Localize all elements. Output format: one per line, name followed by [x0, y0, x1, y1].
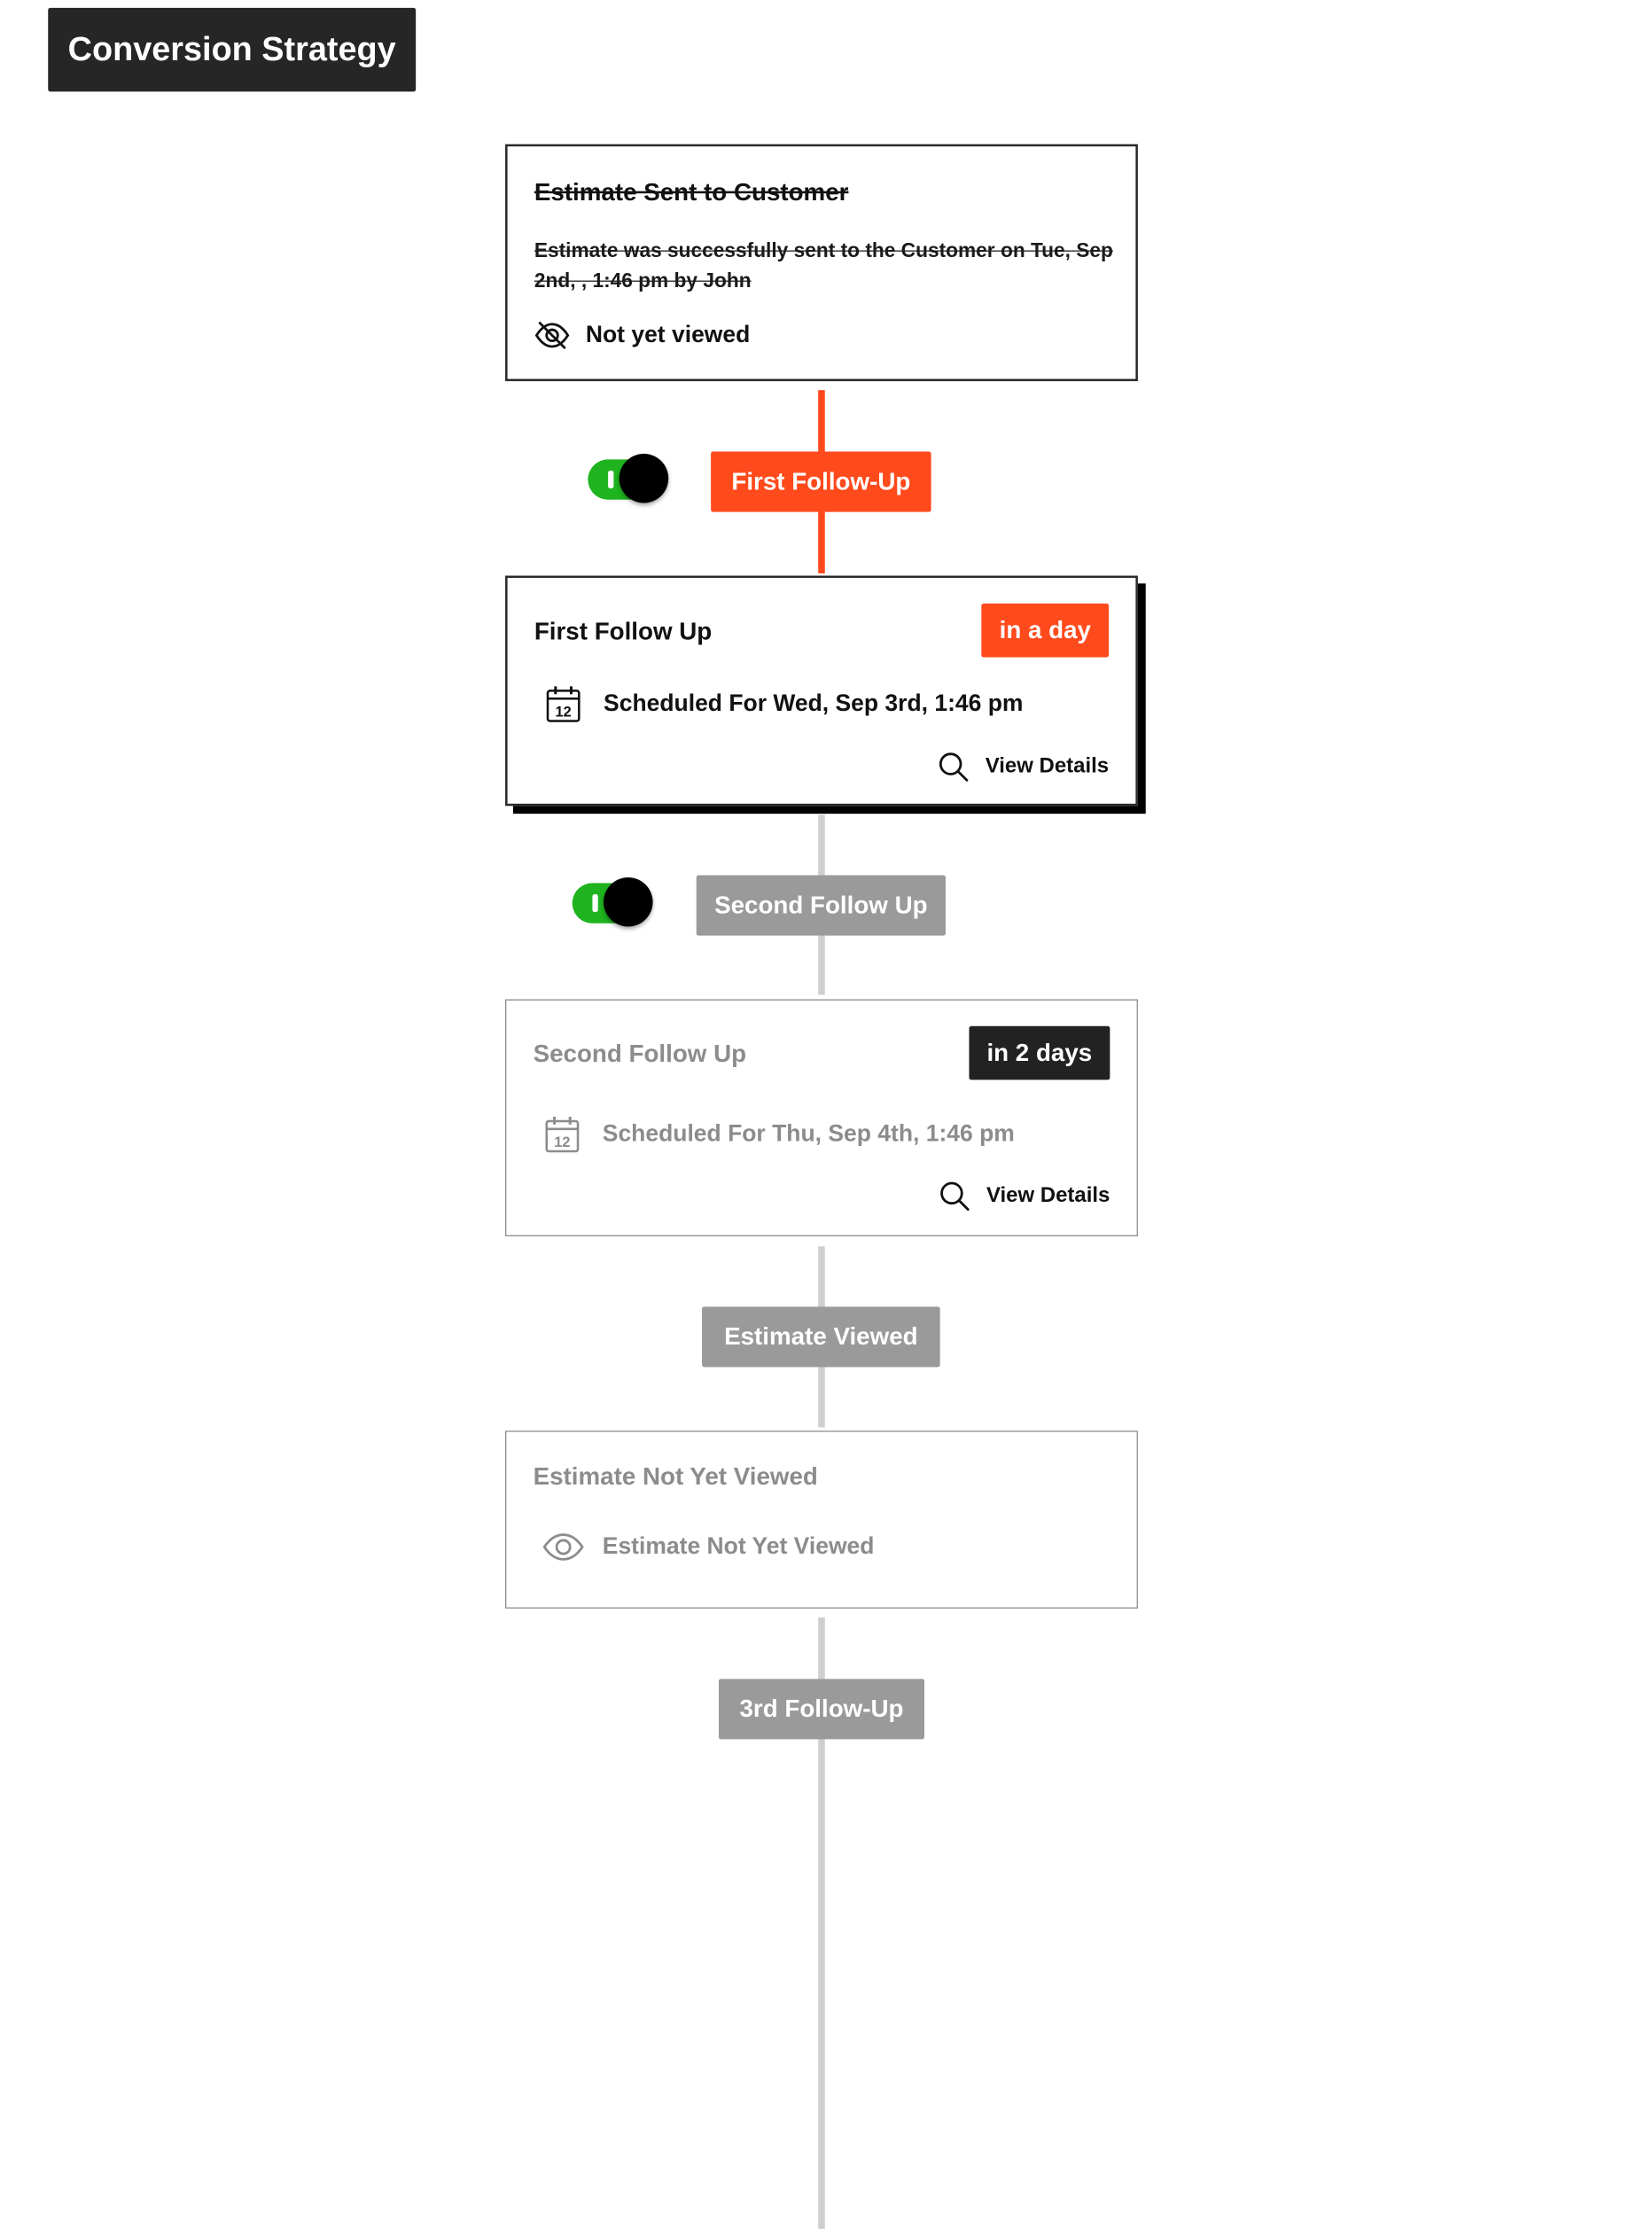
view-details-label: View Details [986, 1183, 1110, 1208]
view-status-row [534, 320, 750, 351]
first-follow-up-toggle[interactable] [588, 454, 668, 505]
second-follow-up-card [505, 1000, 1138, 1236]
eye-icon [542, 1531, 585, 1563]
estimate-not-viewed-card [505, 1430, 1138, 1609]
estimate-viewed-step-button[interactable]: Estimate Viewed [702, 1306, 940, 1367]
page-title: Conversion Strategy [48, 8, 416, 92]
view-details-label: View Details [985, 754, 1110, 778]
search-icon [939, 752, 986, 783]
third-follow-up-step-button[interactable]: 3rd Follow-Up [719, 1679, 924, 1739]
first-follow-up-card [505, 576, 1138, 807]
estimate-not-viewed-status: Estimate Not Yet Viewed [602, 1533, 875, 1560]
toggle-on-mark [592, 894, 597, 912]
toggle-knob [620, 454, 668, 503]
calendar-icon [545, 685, 581, 723]
toggle-knob [604, 877, 652, 926]
view-status-text: Not yet viewed [585, 322, 751, 348]
estimate-sent-card [505, 144, 1138, 381]
second-follow-up-toggle[interactable] [573, 877, 653, 929]
calendar-day: 12 [554, 1134, 571, 1150]
calendar-icon [544, 1116, 580, 1154]
first-follow-up-schedule: Scheduled For Wed, Sep 3rd, 1:46 pm [604, 690, 1024, 717]
first-follow-up-badge: in a day [981, 604, 1109, 658]
second-follow-up-title: Second Follow Up [533, 1039, 747, 1068]
second-follow-up-badge: in 2 days [969, 1026, 1110, 1080]
first-follow-up-view-details[interactable] [939, 752, 1109, 783]
calendar-day: 12 [555, 704, 572, 721]
second-follow-up-step-button[interactable]: Second Follow Up [697, 876, 946, 936]
toggle-on-mark [608, 471, 613, 488]
first-follow-up-title: First Follow Up [534, 617, 713, 645]
second-follow-up-schedule: Scheduled For Thu, Sep 4th, 1:46 pm [602, 1120, 1015, 1147]
estimate-sent-description: Estimate was successfully sent to the Customer on Tue, Sep 2nd, , 1:46 pm by John [534, 238, 1113, 292]
second-follow-up-schedule-row [544, 1116, 1015, 1154]
first-follow-up-step-button[interactable]: First Follow-Up [711, 452, 931, 512]
second-follow-up-view-details[interactable] [939, 1181, 1110, 1212]
search-icon [939, 1181, 986, 1212]
estimate-sent-title: Estimate Sent to Customer [534, 177, 849, 207]
estimate-not-viewed-title: Estimate Not Yet Viewed [533, 1461, 818, 1491]
eye-off-icon [534, 320, 570, 351]
first-follow-up-schedule-row [545, 685, 1023, 723]
estimate-not-viewed-row [542, 1531, 875, 1563]
